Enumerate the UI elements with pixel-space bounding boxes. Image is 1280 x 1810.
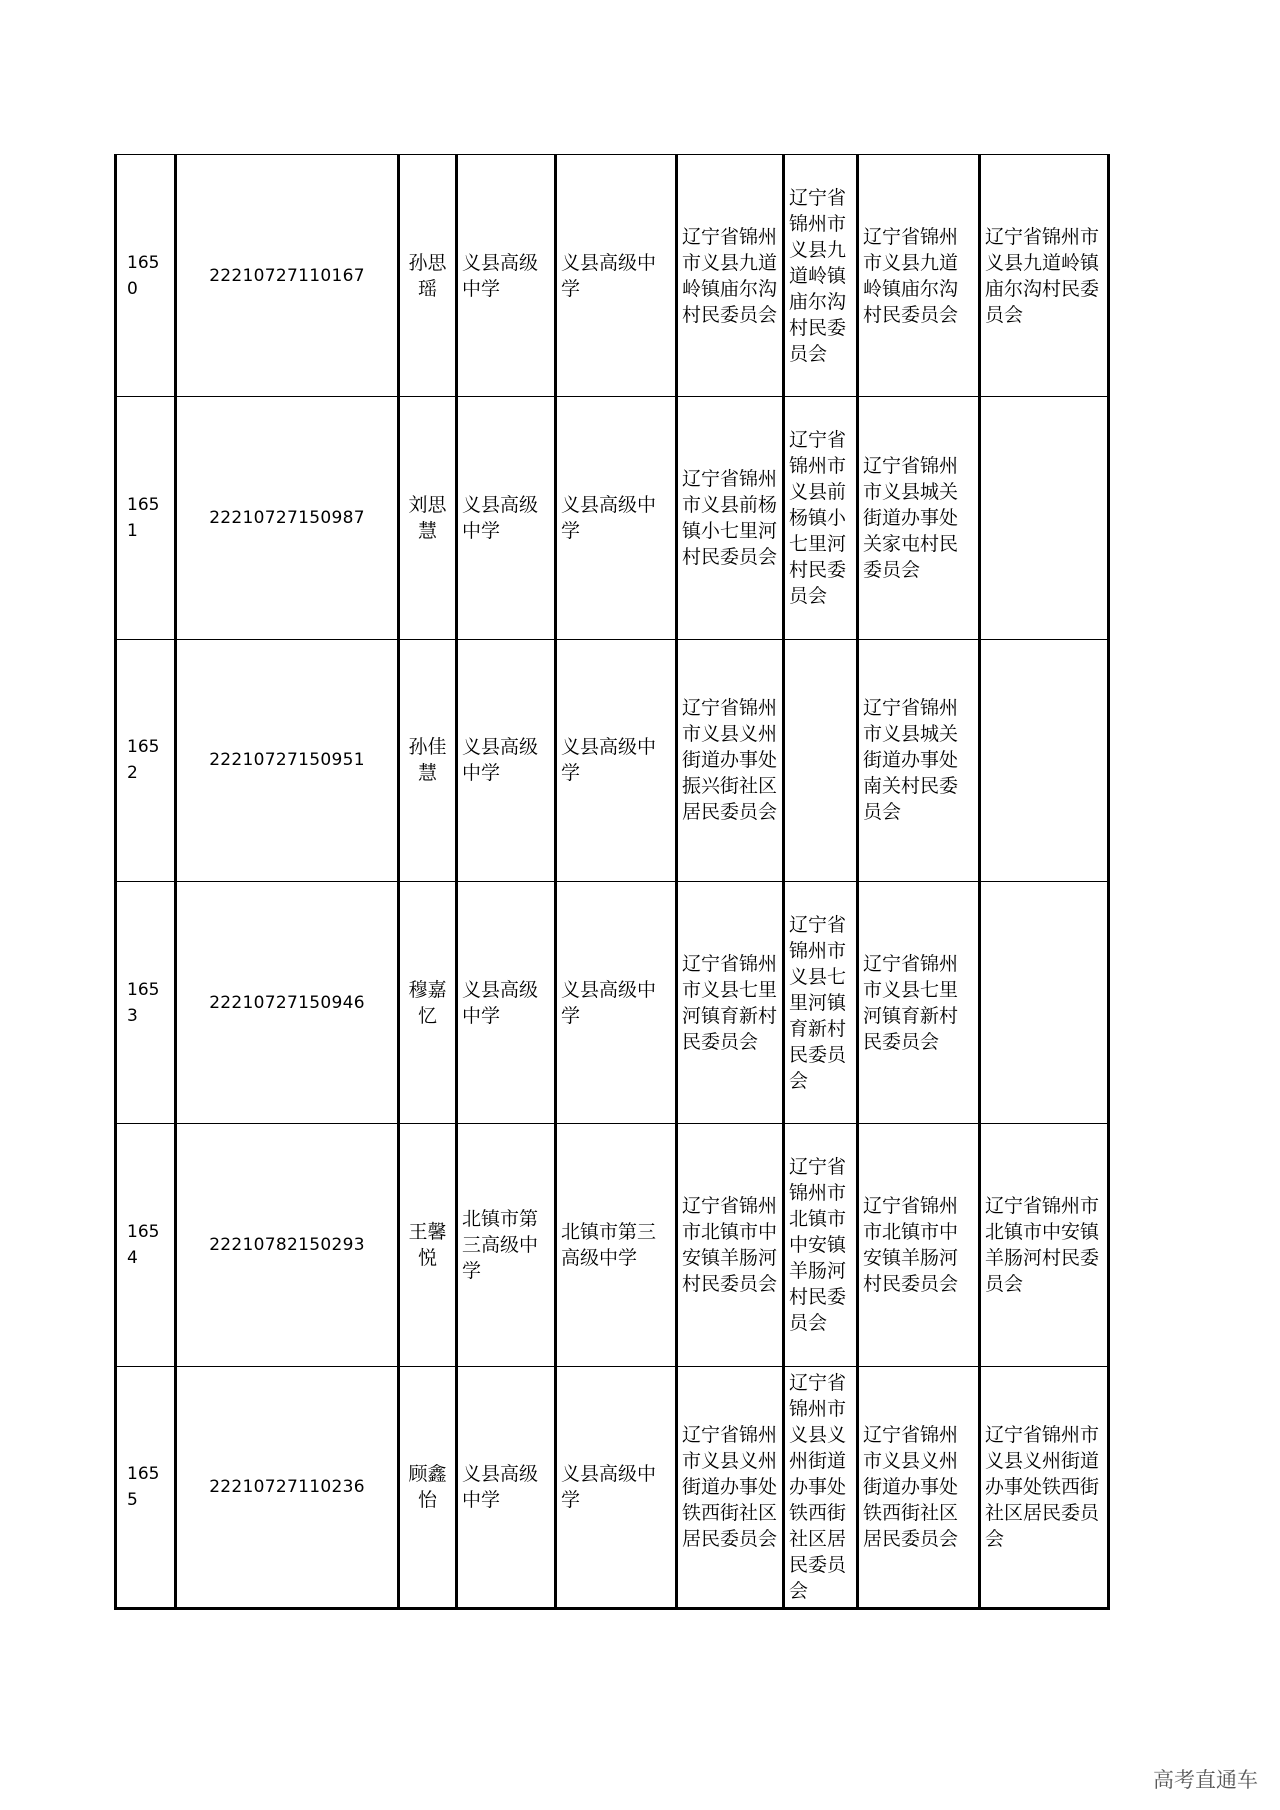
address-cell-4 [980, 881, 1109, 1123]
table-row [116, 881, 1109, 1123]
seq-cell: 1650 [116, 155, 176, 397]
address-cell-3: 辽宁省锦州市义县城关街道办事处关家屯村民委员会 [858, 397, 980, 639]
address-cell-3: 辽宁省锦州市北镇市中安镇羊肠河村民委员会 [858, 1124, 980, 1366]
address-cell-4 [980, 639, 1109, 881]
address-cell-4 [980, 397, 1109, 639]
school-cell-2: 义县高级中学 [556, 639, 677, 881]
seq-cell: 1653 [116, 881, 176, 1123]
student-name-cell: 王馨悦 [399, 1124, 457, 1366]
exam-number-cell: 22210727110236 [176, 1366, 399, 1608]
address-cell-2: 辽宁省锦州市义县九道岭镇庙尔沟村民委员会 [784, 155, 858, 397]
school-cell: 义县高级中学 [457, 1366, 556, 1608]
address-cell-4: 辽宁省锦州市义县九道岭镇庙尔沟村民委员会 [980, 155, 1109, 397]
exam-number-cell: 22210727110167 [176, 155, 399, 397]
student-name-cell: 孙佳慧 [399, 639, 457, 881]
school-cell: 义县高级中学 [457, 639, 556, 881]
address-cell-1: 辽宁省锦州市义县义州街道办事处铁西街社区居民委员会 [677, 1366, 784, 1608]
school-cell: 义县高级中学 [457, 881, 556, 1123]
address-cell-3: 辽宁省锦州市义县九道岭镇庙尔沟村民委员会 [858, 155, 980, 397]
address-cell-2: 辽宁省锦州市义县七里河镇育新村民委员会 [784, 881, 858, 1123]
student-name-cell: 孙思瑶 [399, 155, 457, 397]
address-cell-2: 辽宁省锦州市北镇市中安镇羊肠河村民委员会 [784, 1124, 858, 1366]
address-cell-1: 辽宁省锦州市北镇市中安镇羊肠河村民委员会 [677, 1124, 784, 1366]
exam-number-cell: 22210782150293 [176, 1124, 399, 1366]
school-cell: 北镇市第三高级中学 [457, 1124, 556, 1366]
address-cell-2: 辽宁省锦州市义县前杨镇小七里河村民委员会 [784, 397, 858, 639]
seq-cell: 1651 [116, 397, 176, 639]
seq-cell: 1652 [116, 639, 176, 881]
address-cell-1: 辽宁省锦州市义县义州街道办事处振兴街社区居民委员会 [677, 639, 784, 881]
address-cell-3: 辽宁省锦州市义县七里河镇育新村民委员会 [858, 881, 980, 1123]
school-cell-2: 义县高级中学 [556, 397, 677, 639]
address-cell-3: 辽宁省锦州市义县城关街道办事处南关村民委员会 [858, 639, 980, 881]
school-cell-2: 义县高级中学 [556, 155, 677, 397]
watermark-text: 高考直通车 [1153, 1768, 1258, 1792]
table-row [116, 397, 1109, 639]
student-name-cell: 顾鑫怡 [399, 1366, 457, 1608]
table-row [116, 1124, 1109, 1366]
address-cell-2 [784, 639, 858, 881]
address-cell-1: 辽宁省锦州市义县前杨镇小七里河村民委员会 [677, 397, 784, 639]
student-name-cell: 穆嘉忆 [399, 881, 457, 1123]
school-cell: 义县高级中学 [457, 155, 556, 397]
address-cell-4: 辽宁省锦州市北镇市中安镇羊肠河村民委员会 [980, 1124, 1109, 1366]
seq-cell: 1654 [116, 1124, 176, 1366]
address-cell-4: 辽宁省锦州市义县义州街道办事处铁西街社区居民委员会 [980, 1366, 1109, 1608]
exam-number-cell: 22210727150987 [176, 397, 399, 639]
address-cell-1: 辽宁省锦州市义县七里河镇育新村民委员会 [677, 881, 784, 1123]
address-cell-1: 辽宁省锦州市义县九道岭镇庙尔沟村民委员会 [677, 155, 784, 397]
table-row [116, 639, 1109, 881]
address-cell-3: 辽宁省锦州市义县义州街道办事处铁西街社区居民委员会 [858, 1366, 980, 1608]
school-cell: 义县高级中学 [457, 397, 556, 639]
school-cell-2: 义县高级中学 [556, 881, 677, 1123]
table-row [116, 1366, 1109, 1608]
seq-cell: 1655 [116, 1366, 176, 1608]
exam-number-cell: 22210727150951 [176, 639, 399, 881]
school-cell-2: 北镇市第三高级中学 [556, 1124, 677, 1366]
exam-number-cell: 22210727150946 [176, 881, 399, 1123]
table-row [116, 155, 1109, 397]
student-name-cell: 刘思慧 [399, 397, 457, 639]
address-cell-2: 辽宁省锦州市义县义州街道办事处铁西街社区居民委员会 [784, 1366, 858, 1608]
school-cell-2: 义县高级中学 [556, 1366, 677, 1608]
roster-table [114, 154, 1110, 1610]
